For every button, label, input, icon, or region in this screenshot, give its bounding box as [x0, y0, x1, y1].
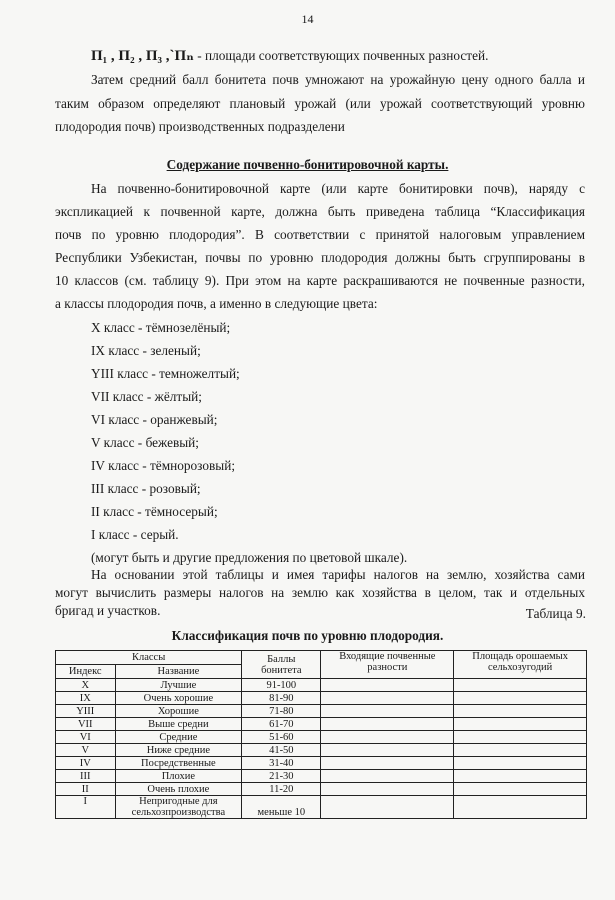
cell-ball: 21-30 — [242, 770, 321, 783]
header-classes: Классы — [56, 651, 242, 665]
header-area-line-1: Площадь орошаемых — [472, 651, 568, 662]
cell-name: Очень хорошие — [115, 692, 242, 705]
cell-index: III — [56, 770, 116, 783]
header-area-line-2: сельхозугодий — [487, 662, 553, 673]
cell-ball: 91-100 — [242, 679, 321, 692]
para2-line-4: Республики Узбекистан, почвы по уровню плодородия должны быть сгруппированы в — [55, 250, 585, 265]
cell-empty — [454, 731, 587, 744]
table-row — [56, 757, 587, 770]
cell-index: IV — [56, 757, 116, 770]
cell-ball: 11-20 — [242, 783, 321, 796]
cell-empty — [454, 744, 587, 757]
cell-empty — [321, 731, 454, 744]
table-row — [56, 705, 587, 718]
cell-name: Средние — [115, 731, 242, 744]
color-item: II класс - тёмносерый; — [91, 504, 218, 519]
section-heading: Содержание почвенно-бонитировочной карты. — [166, 157, 449, 172]
cell-index: V — [56, 744, 116, 757]
color-item: VII класс - жёлтый; — [91, 389, 202, 404]
cell-ball: 71-80 — [242, 705, 321, 718]
color-item: IV класс - тёмнорозовый; — [91, 458, 236, 473]
cell-empty — [454, 770, 587, 783]
para2-line-6: а классы плодородия почв, а именно в следующие цвета: — [55, 296, 378, 311]
header-ball — [242, 651, 321, 679]
cell-index: I — [56, 796, 116, 819]
para2-line-2: экспликацией к почвенной карте, должна быть приведена таблица “Классификация — [55, 204, 585, 219]
fertility-classification-table — [55, 650, 587, 819]
header-index: Индекс — [56, 665, 116, 679]
para1-line-3: плодородия почв) производственных подразделени — [55, 119, 345, 134]
header-ball-line-2: бонитета — [261, 664, 302, 676]
cell-empty — [454, 757, 587, 770]
cell-name-line-1: Непригодные для — [139, 796, 218, 807]
cell-name — [115, 796, 242, 819]
para3-line-3: бригад и участков. — [55, 603, 161, 618]
formula-description: - площади соответствующих почвенных разностей. — [193, 48, 489, 63]
cell-index: II — [56, 783, 116, 796]
cell-ball: 81-90 — [242, 692, 321, 705]
cell-name: Очень плохие — [115, 783, 242, 796]
page-number: 14 — [301, 12, 314, 26]
table-title: Классификация почв по уровню плодородия. — [171, 628, 444, 643]
table-row — [56, 679, 587, 692]
cell-index: VII — [56, 718, 116, 731]
formula-symbols: П₁ , П₂ , П₃ ,`Пₙ — [91, 48, 194, 64]
header-soil-varieties — [321, 651, 454, 679]
formula-line — [91, 48, 488, 64]
color-item: YIII класс - темножелтый; — [91, 366, 240, 381]
cell-ball: меньше 10 — [242, 796, 321, 819]
table-row — [56, 796, 587, 819]
cell-empty — [321, 796, 454, 819]
cell-name: Лучшие — [115, 679, 242, 692]
cell-empty — [321, 770, 454, 783]
table-row — [56, 783, 587, 796]
cell-name: Ниже средние — [115, 744, 242, 757]
cell-ball: 31-40 — [242, 757, 321, 770]
cell-empty — [321, 692, 454, 705]
color-note: (могут быть и другие предложения по цветовой шкале). — [91, 550, 408, 565]
cell-empty — [321, 705, 454, 718]
cell-empty — [321, 757, 454, 770]
cell-empty — [321, 679, 454, 692]
cell-index: IX — [56, 692, 116, 705]
cell-empty — [454, 679, 587, 692]
table-row — [56, 692, 587, 705]
cell-empty — [454, 692, 587, 705]
cell-empty — [454, 783, 587, 796]
cell-index: YIII — [56, 705, 116, 718]
color-item: III класс - розовый; — [91, 481, 201, 496]
para3-line-2: могут вычислить размеры налогов на землю как хозяйства в целом, так и отдельных — [55, 585, 585, 600]
cell-empty — [454, 705, 587, 718]
cell-empty — [321, 718, 454, 731]
cell-name: Хорошие — [115, 705, 242, 718]
cell-empty — [321, 744, 454, 757]
table-header-row — [56, 651, 587, 665]
header-raz-line-1: Входящие почвенные — [339, 651, 436, 662]
color-item: V класс - бежевый; — [91, 435, 199, 450]
table-row — [56, 770, 587, 783]
color-item: IX класс - зеленый; — [91, 343, 201, 358]
color-item: VI класс - оранжевый; — [91, 412, 218, 427]
para1-line-2: таким образом определяют плановый урожай (или урожай соответствующий уровню — [55, 96, 585, 111]
table-row — [56, 731, 587, 744]
cell-ball: 51-60 — [242, 731, 321, 744]
cell-empty — [321, 783, 454, 796]
para2-line-5: 10 классов (см. таблицу 9). При этом на карте раскрашиваются не почвенные разности, — [55, 273, 585, 288]
header-irrigated-area — [454, 651, 587, 679]
header-raz-line-2: разности — [367, 662, 408, 673]
color-item: X класс - тёмнозелёный; — [91, 320, 231, 335]
cell-name: Выше средни — [115, 718, 242, 731]
cell-name-line-2: сельхозпроизводства — [131, 807, 226, 818]
para2-line-3: почв по уровню плодородия”. В соответствии с принятой налоговым управлением — [55, 227, 585, 242]
table-row — [56, 718, 587, 731]
para2-line-1: На почвенно-бонитировочной карте (или карте бонитировки почв), наряду с — [91, 181, 585, 196]
cell-empty — [454, 796, 587, 819]
cell-ball: 61-70 — [242, 718, 321, 731]
cell-name: Плохие — [115, 770, 242, 783]
cell-name: Посредственные — [115, 757, 242, 770]
cell-index: VI — [56, 731, 116, 744]
header-ball-line-1: Баллы — [267, 653, 296, 665]
cell-empty — [454, 718, 587, 731]
cell-ball: 41-50 — [242, 744, 321, 757]
para1-line-1: Затем средний балл бонитета почв умножают на урожайную цену одного балла и — [91, 72, 585, 87]
table-label: Таблица 9. — [525, 606, 586, 621]
cell-index: X — [56, 679, 116, 692]
para3-line-1: На основании этой таблицы и имея тарифы налогов на землю, хозяйства сами — [91, 567, 585, 582]
table-row — [56, 744, 587, 757]
header-name: Название — [115, 665, 242, 679]
color-item: I класс - серый. — [91, 527, 179, 542]
